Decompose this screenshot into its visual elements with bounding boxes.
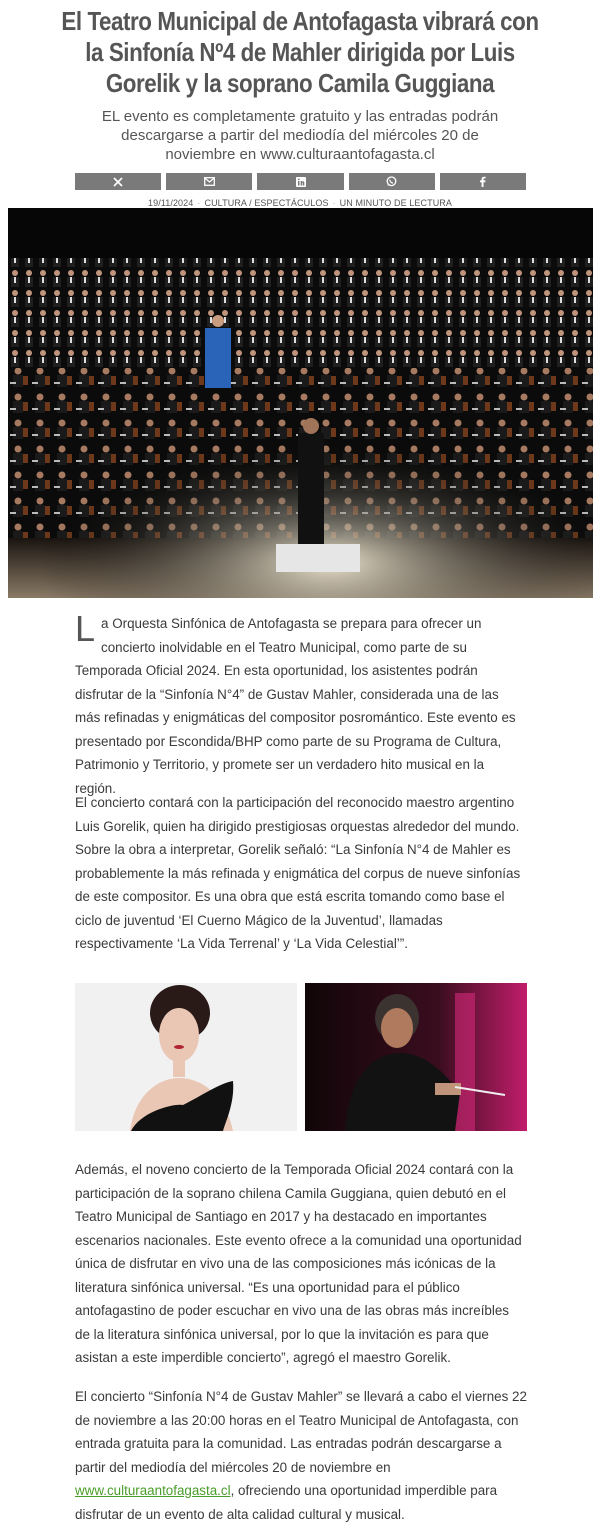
category-link[interactable]: CULTURA / ESPECTÁCULOS (204, 198, 329, 208)
paragraph-3: Además, el noveno concierto de la Temporada Oficial 2024 contará con la participación de la soprano chilena Camila Guggiana, quien debutó en el Teatro Municipal de Santiago en 2017 y ha destacado en importantes escenarios nacionales. Este evento ofrece a la comunidad una oportunidad única de disfrutar en vivo una de las composiciones más icónicas de la literatura sinfónica universal. “Es una oportunidad para el público antofagastino de poder escuchar en vivo una de las obras más increíbles de la literatura sinfónica universal, por lo que la invitación es para que asistan a este imperdible concierto”, agregó el maestro Gorelik. (75, 1162, 522, 1365)
paragraph-1 (75, 608, 527, 800)
article-headline: El Teatro Municipal de Antofagasta vibrará con la Sinfonía Nº4 de Mahler dirigida por Luis Gorelik y la soprano Camila Guggiana (61, 6, 539, 98)
linkedin-icon (296, 177, 306, 187)
paragraph-4-text-b: , ofreciendo una oportunidad imperdible para disfrutar de un evento de alta calidad cultural y musical. (75, 1483, 498, 1522)
share-facebook-button[interactable] (440, 173, 526, 190)
cultura-link[interactable]: www.culturaantofagasta.cl (75, 1483, 231, 1498)
share-whatsapp-button[interactable] (349, 173, 435, 190)
orchestra-photo (8, 208, 593, 598)
x-icon (113, 177, 123, 187)
whatsapp-icon (386, 176, 397, 187)
share-bar (75, 173, 526, 190)
paragraph-4-text-a: El concierto “Sinfonía N°4 de Gustav Mahler” se llevará a cabo el viernes 22 de noviembre a las 20:00 horas en el Teatro Municipal de Antofagasta, con entrada gratuita para la comunidad. Las entradas podrán descargarse a partir del mediodía del miércoles 20 de noviembre en (75, 1389, 527, 1475)
photo-row (75, 983, 527, 1131)
paragraph-2: El concierto contará con la participación del reconocido maestro argentino Luis Gorelik, quien ha dirigido prestigiosas orquestas alrededor del mundo. Sobre la obra a interpretar, Gorelik señaló: “La Sinfonía N°4 de Mahler es probablemente la más refinada y enigmática del corpus de nueve sinfonías de este compositor. Es una obra que está escrita tomando como base el ciclo de juventud ‘El Cuerno Mágico de la Juventud’, llamadas respectivamente ‘La Vida Terrenal’ y ‘La Vida Celestial’”. (75, 795, 521, 951)
facebook-icon (479, 176, 486, 187)
email-icon (204, 177, 215, 186)
paragraph-1-text: a Orquesta Sinfónica de Antofagasta se prepara para ofrecer un concierto inolvidable en el Teatro Municipal, como parte de su Temporada Oficial 2024. En esta oportunidad, los asistentes podrán disfrutar de la “Sinfonía N°4” de Gustav Mahler, considerada una de las más refinadas y enigmáticas del compositor posromántico. Este evento es presentado por Escondida/BHP como parte de su Programa de Cultura, Patrimonio y Territorio, y promete ser un verdadero hito musical en la región. (75, 616, 516, 796)
share-linkedin-button[interactable] (257, 173, 343, 190)
read-time: UN MINUTO DE LECTURA (339, 198, 452, 208)
article-body (75, 608, 527, 800)
paragraph-4 (75, 1385, 527, 1526)
publish-date: 19/11/2024 (147, 198, 194, 208)
photo-conductor (305, 983, 527, 1131)
hero-image-orchestra (8, 208, 593, 598)
share-email-button[interactable] (166, 173, 252, 190)
drop-cap: L (75, 608, 96, 649)
article-meta: 19/11/2024 · CULTURA / ESPECTÁCULOS · UN MINUTO DE LECTURA (147, 198, 452, 208)
share-x-button[interactable] (75, 173, 161, 190)
article-subtitle: EL evento es completamente gratuito y las entradas podrán descargarse a partir del mediodía del miércoles 20 de noviembre en www.culturaantofagasta.cl (101, 108, 499, 163)
photo-soprano (75, 983, 297, 1131)
